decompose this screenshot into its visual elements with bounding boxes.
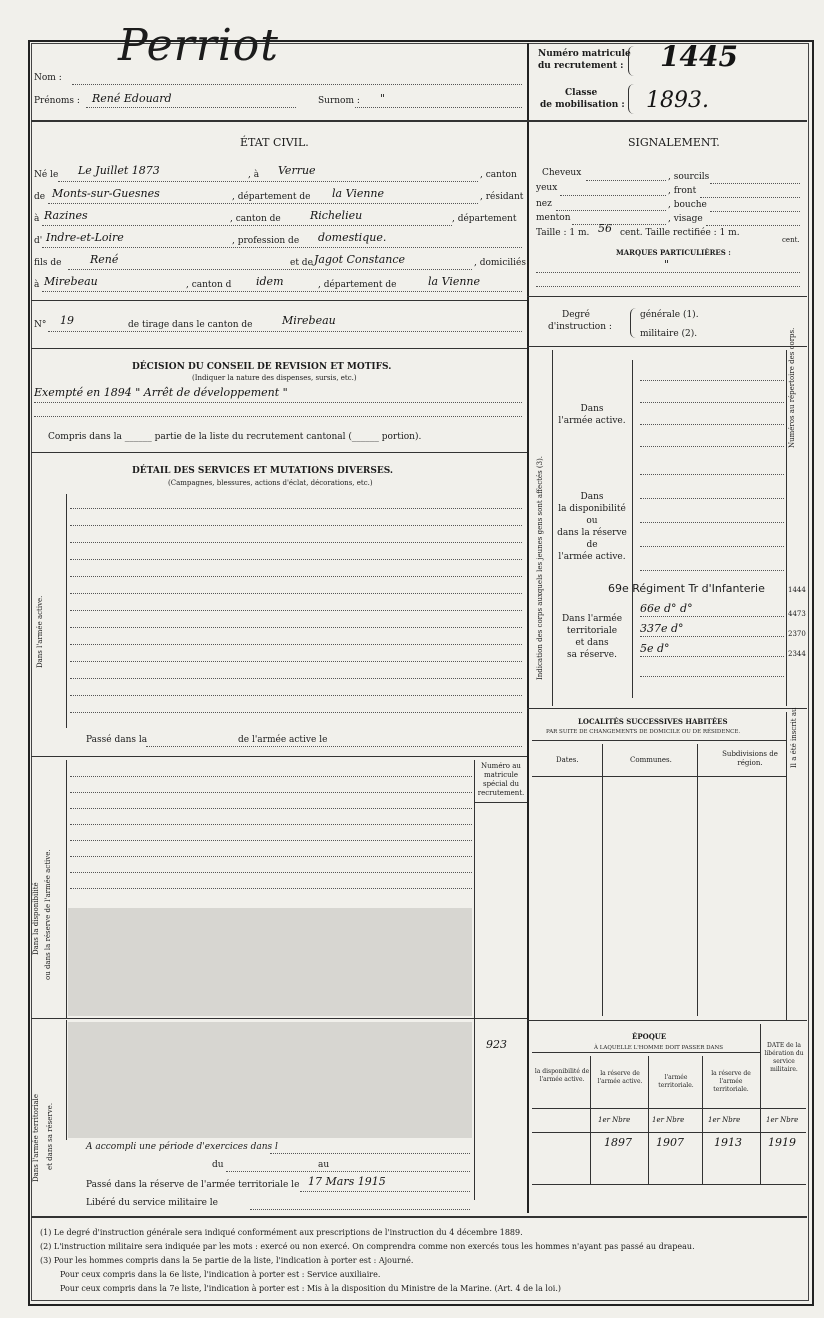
header-separator <box>31 120 807 122</box>
active-row <box>70 576 522 577</box>
mere-value: Jagot Constance <box>314 253 406 266</box>
departement3-value: la Vienne <box>428 275 481 288</box>
nom-line <box>72 84 522 85</box>
marques-value: " <box>664 258 670 271</box>
classe-label-2: de mobilisation : <box>540 100 625 110</box>
fils-line <box>68 269 472 270</box>
prenoms-label: Prénoms : <box>34 96 80 106</box>
footnote-4: Pour ceux compris dans la 6e liste, l'indication à porter est : Service auxiliaire. <box>60 1270 381 1279</box>
degre-brace <box>630 308 636 338</box>
decision-subtitle: (Indiquer la nature des dispenses, sursis, etc.) <box>192 374 357 382</box>
de-label: de <box>34 192 46 202</box>
menton-label: menton <box>536 213 571 223</box>
corps-side-label: Indication des corps auxquels les jeunes gens sont affectés (3). <box>536 455 544 680</box>
yeux-line <box>560 195 666 196</box>
nom-value: Perriot <box>118 20 279 71</box>
visage-label: , visage <box>668 214 703 224</box>
epoque-col-4: la réserve de l'armée territoriale. <box>711 1070 751 1093</box>
etat-civil-separator <box>31 300 527 301</box>
front-line <box>700 197 800 198</box>
decision-line-2 <box>34 416 522 417</box>
corps-brace-line <box>632 360 633 698</box>
profession-value: domestique. <box>318 231 387 244</box>
canton3-value: idem <box>256 275 284 288</box>
active-row <box>70 525 522 526</box>
tirage-separator <box>31 348 527 349</box>
corps-entry-3: 5e d° <box>640 642 670 655</box>
bouche-line <box>710 211 800 212</box>
sourcils-label: , sourcils <box>668 172 710 182</box>
canton2-value: Richelieu <box>310 209 363 222</box>
active-row <box>70 627 522 628</box>
canton3-label: , canton d <box>186 280 232 290</box>
signalement-separator <box>527 296 807 297</box>
compris-text: Compris dans la ______ partie de la liste du recrutement cantonal (______ portion). <box>48 432 422 442</box>
departement2-label: , département <box>452 214 517 224</box>
epoque-col-2: la réserve de l'armée active. <box>597 1070 643 1085</box>
tirage-value: Mirebeau <box>282 314 336 327</box>
dispo-row <box>70 872 472 873</box>
terr-side-label-2: et dans sa réserve. <box>46 1102 54 1170</box>
corps-active-label-1: Dans <box>580 404 604 414</box>
cheveux-line <box>586 180 666 181</box>
active-row <box>70 695 522 696</box>
epoque-val-4-top: 1er Nbre <box>708 1116 741 1124</box>
dispo-separator <box>31 1018 527 1019</box>
services-title: DÉTAIL DES SERVICES ET MUTATIONS DIVERSES. <box>132 466 393 476</box>
ne-le-value: Le Juillet 1873 <box>78 164 160 177</box>
passe-dans-la-label: Passé dans la <box>86 735 148 745</box>
decision-separator <box>31 452 527 453</box>
corps-row <box>640 380 784 381</box>
localites-header-top <box>532 740 786 741</box>
corps-row <box>640 402 784 403</box>
periode-exercices-label: A accompli une période d'exercices dans l <box>86 1142 278 1152</box>
departement2-prefix: d' <box>34 236 43 246</box>
corps-entry-1: 66e d° d° <box>640 602 693 615</box>
corps-row <box>640 546 784 547</box>
dispo-left-border <box>66 760 67 1018</box>
active-row <box>70 712 522 713</box>
dispo-side-label-1: Dans la disponibilité <box>32 882 40 955</box>
localites-right-border <box>786 712 787 1020</box>
terr-gray-area <box>68 1022 472 1138</box>
corps-terr-label-1: Dans l'armée <box>561 614 623 624</box>
epoque-col-line <box>648 1056 649 1184</box>
surnom-label: Surnom : <box>318 96 360 106</box>
classe-brace <box>628 84 635 114</box>
signalement-title: SIGNALEMENT. <box>628 136 720 149</box>
sourcils-line <box>710 183 800 184</box>
corps-right-col-label: Numéros au répertoire des corps. <box>788 327 796 448</box>
numero-col-label: Numéro au matricule spécial du recrutement. <box>477 762 525 797</box>
footnote-5: Pour ceux compris dans la 7e liste, l'indication à porter est : Mis à la disposition du Ministre de la Marine. (Art. 4 de la loi.) <box>60 1284 562 1293</box>
corps-row <box>640 446 784 447</box>
au-label: au <box>318 1160 330 1170</box>
active-row <box>70 559 522 560</box>
active-row <box>70 661 522 662</box>
nez-line <box>556 210 666 211</box>
tirage-line <box>48 331 522 332</box>
corps-dispo-label-2: la disponibilité <box>558 504 626 514</box>
armee-active-side-label: Dans l'armée active. <box>36 595 44 668</box>
departement-label: , département de <box>232 192 311 202</box>
profession-label: , profession de <box>232 236 300 246</box>
marques-line <box>536 272 800 273</box>
localites-col-subdivisions: Subdivisions de région. <box>722 750 778 767</box>
corps-active-label-2: l'armée active. <box>558 416 626 426</box>
corps-terr-label-4: sa réserve. <box>567 650 617 660</box>
a-value: Verrue <box>278 164 316 177</box>
ne-le-line <box>58 181 478 182</box>
dispo-row <box>70 840 472 841</box>
numero-col-header-line <box>474 802 527 803</box>
footnote-1: (1) Le degré d'instruction générale sera indiqué conformément aux prescriptions de l'instruction du 4 décembre 1889. <box>40 1228 523 1237</box>
tirage-label: de tirage dans le canton de <box>128 320 253 330</box>
corps-row <box>640 522 784 523</box>
domicile-a-label: à <box>34 280 40 290</box>
ne-le-label: Né le <box>34 170 59 180</box>
residant-a-label: à <box>34 214 40 224</box>
epoque-val-3: 1907 <box>656 1136 684 1149</box>
corps-row <box>640 616 784 617</box>
taille-suffix: cent. Taille rectifiée : 1 m. <box>620 228 740 238</box>
epoque-date-col-border <box>760 1024 761 1184</box>
de-armee-active-label: de l'armée active le <box>238 735 328 745</box>
epoque-values-top <box>532 1108 806 1109</box>
corps-terr-label-2: territoriale <box>566 626 618 636</box>
localites-col-line <box>697 744 698 1016</box>
corps-right-col-border <box>786 350 787 706</box>
matricule-brace <box>628 46 635 76</box>
corps-row <box>640 636 784 637</box>
corps-stamp: 69e Régiment Tr d'Infanterie <box>608 582 765 595</box>
corps-row <box>640 656 784 657</box>
numero-value: 923 <box>486 1038 507 1051</box>
footnote-separator <box>31 1216 807 1218</box>
nom-label: Nom : <box>34 73 62 83</box>
yeux-label: yeux <box>536 183 558 193</box>
active-row <box>70 593 522 594</box>
canton-value: Monts-sur-Guesnes <box>52 187 160 200</box>
de-line <box>48 203 478 204</box>
passe-reserve-value: 17 Mars 1915 <box>308 1175 386 1188</box>
services-subtitle: (Campagnes, blessures, actions d'éclat, décorations, etc.) <box>168 479 373 487</box>
dispo-row <box>70 808 472 809</box>
localites-col-line <box>602 744 603 1016</box>
active-row <box>70 644 522 645</box>
corps-dispo-label-1: Dans <box>580 492 604 502</box>
departement2-value: Indre-et-Loire <box>46 231 124 244</box>
localites-header-line <box>532 776 786 777</box>
localites-subtitle: PAR SUITE DE CHANGEMENTS DE DOMICILE OU DE RÉSIDENCE. <box>546 729 741 735</box>
taille-label: Taille : 1 m. <box>536 228 590 238</box>
profession-line <box>42 247 522 248</box>
active-left-border <box>66 494 67 728</box>
matricule-label-1: Numéro matricule <box>538 49 631 59</box>
residant-label: , résidant <box>480 192 524 202</box>
terr-side-label-1: Dans l'armée territoriale <box>32 1094 40 1182</box>
numero-col-border <box>474 760 475 1200</box>
corps-left-border <box>552 350 553 706</box>
front-label: , front <box>668 186 697 196</box>
corps-row <box>640 474 784 475</box>
visage-line <box>706 225 800 226</box>
instruction-separator <box>527 346 807 347</box>
epoque-subtitle: À LAQUELLE L'HOMME DOIT PASSER DANS <box>594 1045 724 1051</box>
et-de-label: et de <box>290 258 313 268</box>
pere-value: René <box>90 253 119 266</box>
militaire-label: militaire (2). <box>640 329 698 339</box>
corps-dispo-label-3: ou <box>586 516 598 526</box>
corps-num-1: 1444 <box>788 586 806 594</box>
tirage-no-value: 19 <box>60 314 74 327</box>
decision-line <box>34 402 522 403</box>
footnote-2: (2) L'instruction militaire sera indiquée par les mots : exercé ou non exercé. On comprendra comme non exercés tous les hommes n'ayant pas passé au drapeau. <box>40 1242 695 1251</box>
residant-value: Razines <box>44 209 88 222</box>
corps-terr-label-3: et dans <box>575 638 609 648</box>
dispo-row <box>70 824 472 825</box>
corps-dispo-label-6: l'armée active. <box>558 552 626 562</box>
localites-title: LOCALITÉS SUCCESSIVES HABITÉES <box>578 717 728 726</box>
epoque-val-4: 1913 <box>714 1136 742 1149</box>
bouche-label: , bouche <box>668 200 707 210</box>
localites-col-communes: Communes. <box>630 756 672 764</box>
classe-value: 1893. <box>646 88 709 113</box>
corps-dispo-label-4: dans la réserve <box>557 528 627 538</box>
degre-label-1: Degré <box>562 310 590 320</box>
domicile-value: Mirebeau <box>44 275 98 288</box>
corps-num-2: 4473 <box>788 610 806 618</box>
main-divider <box>527 43 529 1213</box>
prenoms-value: René Edouard <box>92 92 172 105</box>
dispo-row <box>70 888 472 889</box>
classe-label-1: Classe <box>565 88 598 98</box>
epoque-bottom <box>532 1184 806 1185</box>
terr-left-border <box>66 1020 67 1140</box>
epoque-col-line <box>702 1056 703 1184</box>
matricule-value: 1445 <box>660 40 738 73</box>
generale-label: générale (1). <box>640 310 699 320</box>
corps-num-3: 2370 <box>788 630 806 638</box>
epoque-val-5-top: 1er Nbre <box>766 1116 799 1124</box>
dispo-row <box>70 776 472 777</box>
localites-side-label: Il a été inscrit au <box>790 707 798 768</box>
domicilies-label: , domiciliés <box>474 258 526 268</box>
epoque-val-2: 1897 <box>604 1136 632 1149</box>
libere-label: Libéré du service militaire le <box>86 1198 219 1208</box>
marques-label: MARQUES PARTICULIÈRES : <box>616 248 731 257</box>
epoque-val-2-top: 1er Nbre <box>598 1116 631 1124</box>
localites-col-dates: Dates. <box>556 756 579 764</box>
matricule-label-2: du recrutement : <box>538 61 624 71</box>
epoque-col-date: DATE de la libération du service militaire. <box>764 1042 804 1073</box>
epoque-values-mid <box>532 1132 806 1133</box>
corps-row <box>640 498 784 499</box>
active-row <box>70 610 522 611</box>
dispo-row <box>70 792 472 793</box>
dispo-gray-area <box>68 908 472 1016</box>
decision-value: Exempté en 1894 " Arrêt de développement " <box>34 386 288 399</box>
epoque-col-line <box>590 1056 591 1184</box>
surnom-line <box>355 107 522 108</box>
active-row <box>70 508 522 509</box>
epoque-header-line <box>532 1052 760 1053</box>
cent-label: cent. <box>782 236 800 244</box>
corps-dispo-label-5: de <box>586 540 598 550</box>
corps-row <box>640 676 784 677</box>
du-line <box>226 1171 470 1172</box>
du-label: du <box>212 1160 224 1170</box>
passe-reserve-line <box>300 1191 470 1192</box>
degre-label-2: d'instruction : <box>548 322 612 332</box>
localites-bottom <box>527 1020 807 1021</box>
tirage-no-label: N° <box>34 320 47 330</box>
canton-label: , canton <box>480 170 517 180</box>
epoque-title: ÉPOQUE <box>632 1032 667 1041</box>
residant-line <box>42 225 452 226</box>
corps-entry-2: 337e d° <box>640 622 684 635</box>
passe-line <box>146 746 522 747</box>
etat-civil-title: ÉTAT CIVIL. <box>240 136 309 149</box>
dispo-row <box>70 856 472 857</box>
epoque-val-3-top: 1er Nbre <box>652 1116 685 1124</box>
epoque-col-1: la disponibilité de l'armée active. <box>534 1068 590 1083</box>
canton2-label: , canton de <box>230 214 281 224</box>
taille-value: 56 <box>598 222 612 235</box>
domicile-line <box>42 291 522 292</box>
corps-separator <box>527 708 807 709</box>
departement-value: la Vienne <box>332 187 385 200</box>
fils-de-label: fils de <box>34 258 62 268</box>
active-separator <box>31 756 527 757</box>
departement3-label: , département de <box>318 280 397 290</box>
epoque-val-5: 1919 <box>768 1136 796 1149</box>
corps-num-4: 2344 <box>788 650 806 658</box>
a-label: , à <box>248 170 260 180</box>
periode-line <box>270 1153 470 1154</box>
active-row <box>70 678 522 679</box>
marques-line-2 <box>536 286 800 287</box>
cheveux-label: Cheveux <box>542 168 582 178</box>
epoque-col-3: l'armée territoriale. <box>658 1074 694 1089</box>
libere-line <box>250 1209 470 1210</box>
active-row <box>70 542 522 543</box>
corps-row <box>640 570 784 571</box>
menton-line <box>572 224 666 225</box>
corps-row <box>640 424 784 425</box>
nez-label: nez <box>536 199 552 209</box>
passe-reserve-label: Passé dans la réserve de l'armée territoriale le <box>86 1180 300 1190</box>
footnote-3: (3) Pour les hommes compris dans la 5e partie de la liste, l'indication à porter est : Ajourné. <box>40 1256 414 1265</box>
prenoms-line <box>86 107 296 108</box>
surnom-value: " <box>380 92 386 105</box>
decision-title: DÉCISION DU CONSEIL DE REVISION ET MOTIFS. <box>132 362 392 372</box>
dispo-side-label-2: ou dans la réserve de l'armée active. <box>44 849 52 980</box>
